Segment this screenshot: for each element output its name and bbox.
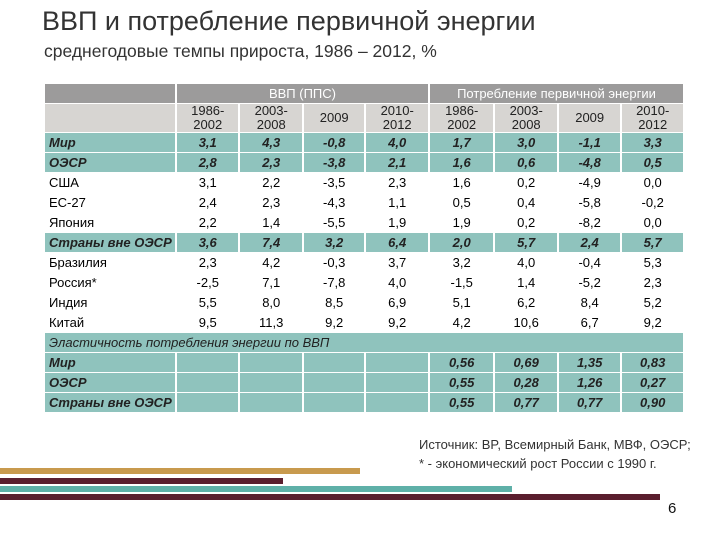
value-cell: 7,4	[239, 233, 302, 253]
value-cell: 1,35	[558, 353, 621, 373]
elasticity-title: Эластичность потребления энергии по ВВП	[45, 333, 684, 353]
row-label: Бразилия	[45, 253, 176, 273]
row-label: Страны вне ОЭСР	[45, 233, 176, 253]
empty-cell	[239, 373, 302, 393]
empty-cell	[303, 373, 365, 393]
value-cell: -3,8	[303, 153, 365, 173]
value-cell: 3,0	[494, 133, 557, 153]
value-cell: -0,2	[621, 193, 684, 213]
value-cell: 6,2	[494, 293, 557, 313]
value-cell: -5,5	[303, 213, 365, 233]
empty-cell	[365, 353, 429, 373]
value-cell: 0,83	[621, 353, 684, 373]
value-cell: 3,7	[365, 253, 429, 273]
empty-cell	[303, 353, 365, 373]
value-cell: 1,9	[365, 213, 429, 233]
value-cell: 1,6	[429, 173, 495, 193]
value-cell: -0,4	[558, 253, 621, 273]
value-cell: 11,3	[239, 313, 302, 333]
value-cell: -1,1	[558, 133, 621, 153]
value-cell: -4,8	[558, 153, 621, 173]
value-cell: 2,3	[239, 153, 302, 173]
value-cell: -2,5	[176, 273, 239, 293]
period-header: 2010- 2012	[365, 104, 429, 133]
row-label: Япония	[45, 213, 176, 233]
period-header: 2003- 2008	[239, 104, 302, 133]
value-cell: 0,5	[429, 193, 495, 213]
row-label: Мир	[45, 133, 176, 153]
empty-cell	[239, 353, 302, 373]
elasticity-row	[45, 353, 684, 373]
value-cell: 4,3	[239, 133, 302, 153]
table-row	[45, 193, 684, 213]
row-label: ОЭСР	[45, 153, 176, 173]
value-cell: 0,55	[429, 373, 495, 393]
value-cell: 1,1	[365, 193, 429, 213]
value-cell: 2,3	[621, 273, 684, 293]
value-cell: 9,2	[303, 313, 365, 333]
value-cell: 2,3	[176, 253, 239, 273]
value-cell: 1,26	[558, 373, 621, 393]
value-cell: 3,2	[303, 233, 365, 253]
value-cell: 0,56	[429, 353, 495, 373]
main-rows	[45, 133, 684, 333]
value-cell: -1,5	[429, 273, 495, 293]
value-cell: 5,7	[621, 233, 684, 253]
value-cell: 2,4	[176, 193, 239, 213]
value-cell: 9,2	[365, 313, 429, 333]
value-cell: -0,3	[303, 253, 365, 273]
table-row	[45, 253, 684, 273]
value-cell: 0,77	[558, 393, 621, 413]
period-header: 2003- 2008	[494, 104, 557, 133]
period-header: 2010- 2012	[621, 104, 684, 133]
period-header: 1986- 2002	[176, 104, 239, 133]
value-cell: 0,2	[494, 213, 557, 233]
value-cell: 6,4	[365, 233, 429, 253]
decor-bar-gold	[0, 468, 360, 474]
value-cell: 5,5	[176, 293, 239, 313]
value-cell: 3,1	[176, 173, 239, 193]
table-row	[45, 313, 684, 333]
value-cell: 6,9	[365, 293, 429, 313]
decor-bar-maroon	[0, 478, 283, 484]
data-table	[45, 84, 685, 413]
value-cell: 0,2	[494, 173, 557, 193]
value-cell: 4,2	[239, 253, 302, 273]
row-label: ЕС-27	[45, 193, 176, 213]
period-header-row	[45, 104, 684, 133]
value-cell: 4,2	[429, 313, 495, 333]
row-label: Китай	[45, 313, 176, 333]
empty-cell	[365, 373, 429, 393]
value-cell: 2,4	[558, 233, 621, 253]
value-cell: 2,2	[239, 173, 302, 193]
value-cell: 5,2	[621, 293, 684, 313]
value-cell: 5,3	[621, 253, 684, 273]
value-cell: 0,5	[621, 153, 684, 173]
value-cell: 5,7	[494, 233, 557, 253]
value-cell: 0,0	[621, 213, 684, 233]
row-label: Страны вне ОЭСР	[45, 393, 176, 413]
empty-cell	[365, 393, 429, 413]
table-row	[45, 273, 684, 293]
value-cell: -8,2	[558, 213, 621, 233]
table-row	[45, 133, 684, 153]
value-cell: 4,0	[494, 253, 557, 273]
value-cell: 0,4	[494, 193, 557, 213]
row-label: Россия*	[45, 273, 176, 293]
value-cell: 2,0	[429, 233, 495, 253]
value-cell: 4,0	[365, 133, 429, 153]
empty-cell	[176, 373, 239, 393]
footnote: * - экономический рост России с 1990 г.	[419, 456, 657, 471]
value-cell: 2,8	[176, 153, 239, 173]
slide-title: ВВП и потребление первичной энергии	[42, 6, 536, 36]
row-label: США	[45, 173, 176, 193]
value-cell: 8,5	[303, 293, 365, 313]
value-cell: 3,3	[621, 133, 684, 153]
group-header-row	[45, 84, 684, 104]
row-label: Мир	[45, 353, 176, 373]
corner-cell	[45, 104, 176, 133]
value-cell: 1,7	[429, 133, 495, 153]
value-cell: -4,3	[303, 193, 365, 213]
table-row	[45, 233, 684, 253]
value-cell: 0,28	[494, 373, 557, 393]
value-cell: 0,27	[621, 373, 684, 393]
value-cell: 3,2	[429, 253, 495, 273]
value-cell: 0,6	[494, 153, 557, 173]
elasticity-row	[45, 373, 684, 393]
value-cell: 0,0	[621, 173, 684, 193]
empty-cell	[303, 393, 365, 413]
empty-cell	[176, 353, 239, 373]
value-cell: 1,4	[494, 273, 557, 293]
value-cell: 1,6	[429, 153, 495, 173]
page-number: 6	[668, 500, 677, 517]
value-cell: -5,8	[558, 193, 621, 213]
empty-cell	[239, 393, 302, 413]
value-cell: -4,9	[558, 173, 621, 193]
elasticity-row	[45, 393, 684, 413]
value-cell: 2,3	[365, 173, 429, 193]
value-cell: 4,0	[365, 273, 429, 293]
value-cell: -7,8	[303, 273, 365, 293]
row-label: ОЭСР	[45, 373, 176, 393]
elasticity-title-row	[45, 333, 684, 353]
row-label: Индия	[45, 293, 176, 313]
value-cell: 0,69	[494, 353, 557, 373]
gdp-group-header: ВВП (ППС)	[176, 84, 429, 104]
value-cell: 2,1	[365, 153, 429, 173]
value-cell: 1,4	[239, 213, 302, 233]
value-cell: 2,3	[239, 193, 302, 213]
value-cell: 9,2	[621, 313, 684, 333]
value-cell: 9,5	[176, 313, 239, 333]
value-cell: 5,1	[429, 293, 495, 313]
elasticity-rows	[45, 353, 684, 413]
value-cell: 2,2	[176, 213, 239, 233]
value-cell: -0,8	[303, 133, 365, 153]
table-row	[45, 173, 684, 193]
table-row	[45, 213, 684, 233]
period-header: 2009	[303, 104, 365, 133]
empty-cell	[176, 393, 239, 413]
value-cell: 0,77	[494, 393, 557, 413]
value-cell: 0,55	[429, 393, 495, 413]
value-cell: -3,5	[303, 173, 365, 193]
slide-subtitle: среднегодовые темпы прироста, 1986 – 2012, %	[44, 41, 437, 61]
table-row	[45, 153, 684, 173]
value-cell: 0,90	[621, 393, 684, 413]
table-row	[45, 293, 684, 313]
period-header: 1986- 2002	[429, 104, 495, 133]
value-cell: 3,6	[176, 233, 239, 253]
value-cell: 6,7	[558, 313, 621, 333]
value-cell: 3,1	[176, 133, 239, 153]
corner-cell	[45, 84, 176, 104]
value-cell: 8,4	[558, 293, 621, 313]
source-note: Источник: BP, Всемирный Банк, МВФ, ОЭСР;	[419, 437, 691, 452]
decor-bar-maroon-long	[0, 494, 660, 500]
value-cell: 10,6	[494, 313, 557, 333]
decor-bar-teal	[0, 486, 512, 492]
value-cell: 1,9	[429, 213, 495, 233]
energy-group-header: Потребление первичной энергии	[429, 84, 684, 104]
value-cell: 8,0	[239, 293, 302, 313]
value-cell: -5,2	[558, 273, 621, 293]
value-cell: 7,1	[239, 273, 302, 293]
period-header: 2009	[558, 104, 621, 133]
